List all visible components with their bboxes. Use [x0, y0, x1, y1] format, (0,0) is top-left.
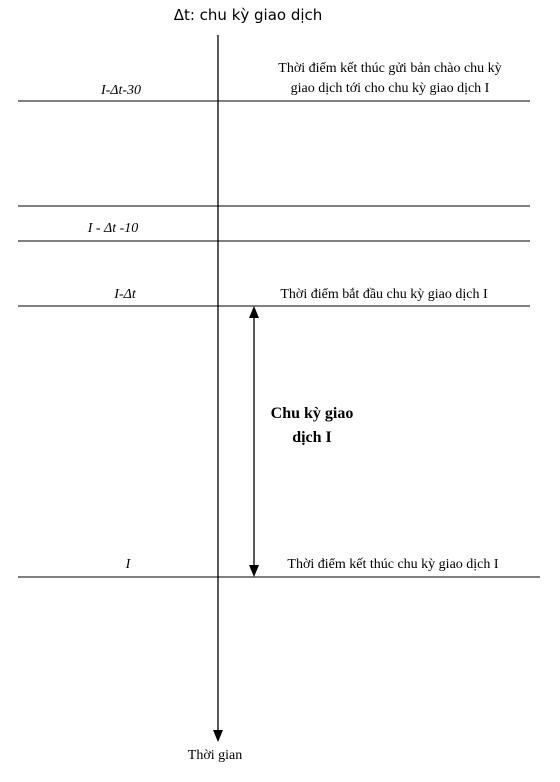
- description-cycle-start: Thời điểm bắt đầu chu kỳ giao dịch I: [280, 287, 488, 302]
- diagram-header: Δt: chu kỳ giao dịch: [173, 6, 323, 24]
- time-axis-arrowhead: [213, 730, 223, 742]
- marker-label-submission-end: I-Δt-30: [100, 83, 142, 98]
- description-submission-end-line2: giao dịch tới cho chu kỳ giao dịch I: [290, 81, 490, 96]
- time-axis-label: Thời gian: [187, 748, 243, 763]
- marker-label-cycle-end: I: [125, 557, 131, 572]
- cycle-span-arrowhead-top: [249, 306, 259, 318]
- marker-label-cycle-start: I-Δt: [114, 287, 136, 302]
- cycle-label-line1: Chu kỳ giao: [270, 405, 354, 422]
- cycle-span-arrowhead-bottom: [249, 565, 259, 577]
- marker-label-minus-10: I - Δt -10: [87, 221, 139, 236]
- cycle-label-line2: dịch I: [292, 429, 332, 446]
- description-submission-end-line1: Thời điểm kết thúc gửi bản chào chu kỳ: [278, 61, 502, 76]
- description-cycle-end: Thời điểm kết thúc chu kỳ giao dịch I: [287, 557, 499, 572]
